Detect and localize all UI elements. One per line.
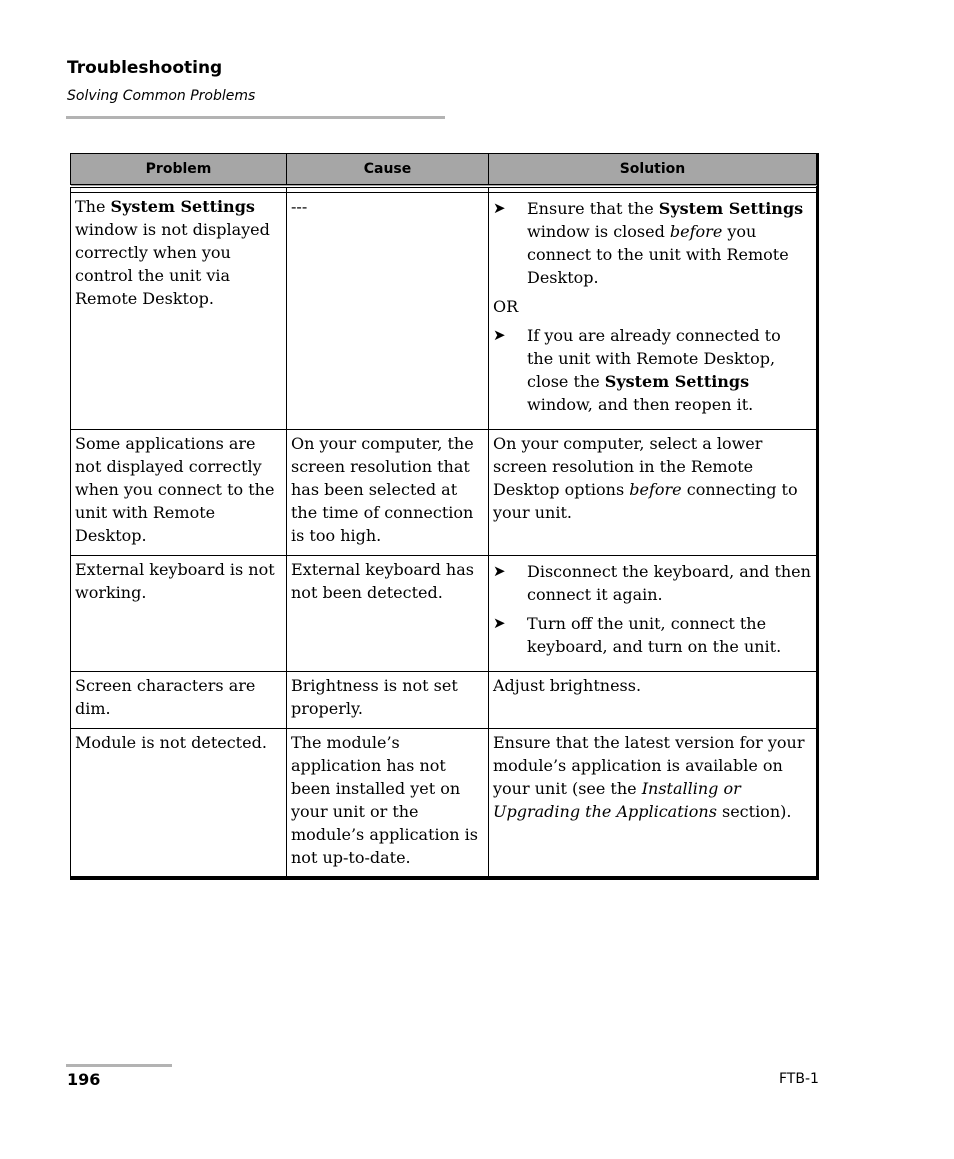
- solution-cell: On your computer, select a lower screen resolution in the Remote Desktop options before connecting to your unit.: [489, 430, 817, 556]
- problem-cell: Module is not detected.: [71, 729, 287, 877]
- or-separator: OR: [493, 297, 519, 316]
- column-header-solution: Solution: [489, 154, 817, 187]
- table-row: [71, 193, 817, 430]
- problem-cell: Screen characters are dim.: [71, 672, 287, 729]
- table-row: [71, 556, 817, 672]
- arrow-bullet-icon: ➤: [493, 199, 506, 217]
- cause-cell: The module’s application has not been installed yet on your unit or the module’s application is not up-to-date.: [287, 729, 489, 877]
- cause-cell: Brightness is not set properly.: [287, 672, 489, 729]
- table-header-row: [71, 154, 817, 187]
- header-rule: [66, 116, 445, 119]
- solution-cell: Ensure that the latest version for your module’s application is available on your unit (see the Installing or Upgrading the Applications section).: [489, 729, 817, 877]
- cause-cell: External keyboard has not been detected.: [287, 556, 489, 672]
- table-row: [71, 430, 817, 556]
- problem-cell: The System Settings window is not displayed correctly when you control the unit via Remote Desktop.: [71, 193, 287, 430]
- solution-step: ➤ Disconnect the keyboard, and then connect it again.: [493, 562, 811, 604]
- arrow-bullet-icon: ➤: [493, 614, 506, 632]
- table-row: [71, 672, 817, 729]
- table-row: [71, 729, 817, 877]
- problem-cell: Some applications are not displayed correctly when you connect to the unit with Remote Desktop.: [71, 430, 287, 556]
- problem-cell: External keyboard is not working.: [71, 556, 287, 672]
- solution-step: ➤ Turn off the unit, connect the keyboard, and turn on the unit.: [493, 614, 782, 656]
- arrow-bullet-icon: ➤: [493, 326, 506, 344]
- solution-cell: [489, 556, 817, 672]
- page-number: 196: [67, 1070, 101, 1089]
- column-header-problem: Problem: [71, 154, 287, 187]
- footer-rule: [66, 1064, 172, 1067]
- cause-cell: ---: [287, 193, 489, 430]
- document-code: FTB-1: [779, 1071, 819, 1087]
- solution-step: ➤ If you are already connected to the unit with Remote Desktop, close the System Settings window, and then reopen it.: [493, 326, 781, 414]
- troubleshooting-table: [70, 153, 819, 880]
- solution-cell: [489, 193, 817, 430]
- solution-cell: Adjust brightness.: [489, 672, 817, 729]
- solution-step: ➤ Ensure that the System Settings window is closed before you connect to the unit with Remote Desktop.: [493, 199, 804, 287]
- subsection-title: Solving Common Problems: [67, 88, 256, 104]
- arrow-bullet-icon: ➤: [493, 562, 506, 580]
- column-header-cause: Cause: [287, 154, 489, 187]
- cause-cell: On your computer, the screen resolution that has been selected at the time of connection is too high.: [287, 430, 489, 556]
- section-title: Troubleshooting: [67, 58, 223, 78]
